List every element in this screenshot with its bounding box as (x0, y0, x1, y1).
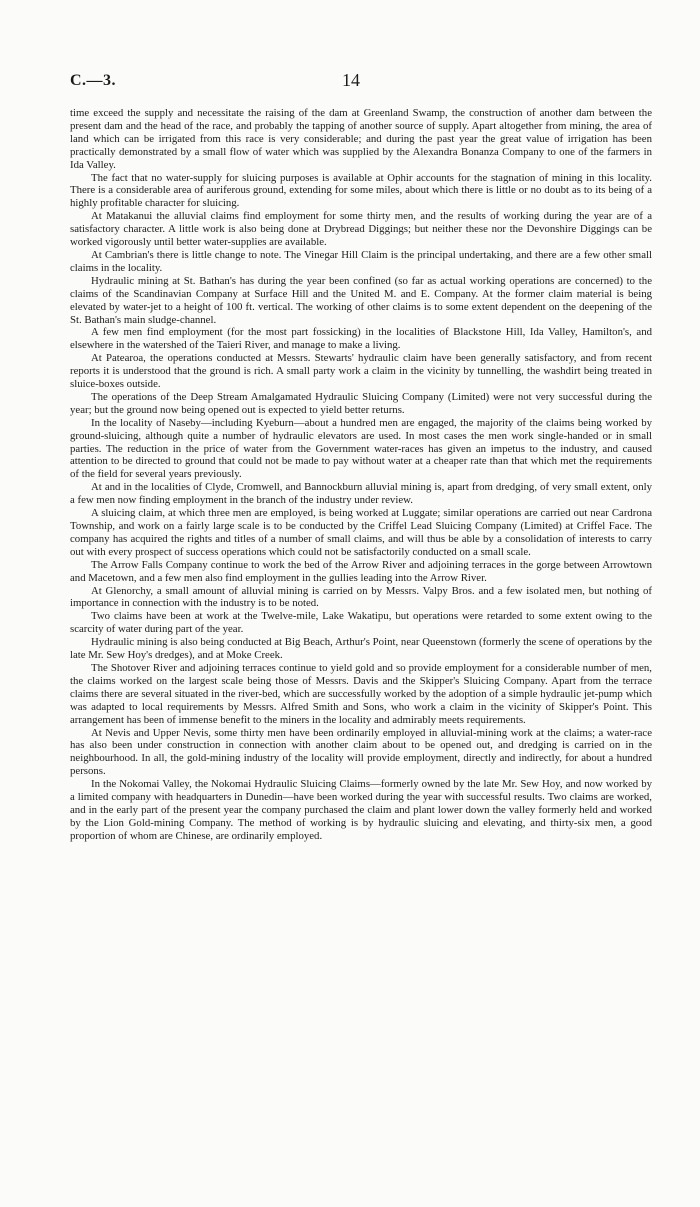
paragraph: At Nevis and Upper Nevis, some thirty men have been ordinarily employed in alluvial-mining work at the claims; a water-race has also been under construction in connection with another claim about to be opened out, and dredging is carried on in the neighbourhood. In all, the gold-mining industry of the locality will provide employment, directly and indirectly, for about a hundred persons. (70, 726, 652, 778)
paragraph: The fact that no water-supply for sluicing purposes is available at Ophir accounts for the stagnation of mining in this locality. There is a considerable area of auriferous ground, extending for some miles, about which there is little or no doubt as to its being of a highly profitable character for sluicing. (70, 171, 652, 210)
paragraph: Two claims have been at work at the Twelve-mile, Lake Wakatipu, but operations were retarded to some extent owing to the scarcity of water during part of the year. (70, 610, 652, 636)
paragraph: A sluicing claim, at which three men are employed, is being worked at Luggate; similar operations are carried out near Cardrona Township, and work on a fairly large scale is to be conducted by the Criffel Lead Sluicing Company (Limited) at Criffel Face. The company has acquired the rights and titles of a number of small claims, and will thus be able by a consolidation of interests to carry out with every prospect of success operations which could not be satisfactorily conducted on a small scale. (70, 507, 652, 558)
paragraph: The Shotover River and adjoining terraces continue to yield gold and so provide employment for a considerable number of men, the claims worked on the largest scale being those of Messrs. Davis and the Skipper's Sluicing Company. Apart from the terrace claims there are several situated in the river-bed, which are successfully worked by the adoption of a simple hydraulic jet-pump which was adapted to local requirements by Messrs. Alfred Smith and Sons, who work a claim in the vicinity of Skipper's Point. This arrangement has been of immense benefit to the miners in the locality and admirably meets requirements. (70, 661, 652, 726)
paragraph: Hydraulic mining at St. Bathan's has during the year been confined (so far as actual working operations are concerned) to the claims of the Scandinavian Company at Surface Hill and the United M. and E. Company. At the former claim material is being elevated by water-jet to a height of 100 ft. vertical. The working of other claims is to some extent dependent on the deepening of the St. Bathan's main sludge-channel. (70, 274, 652, 326)
page-number: 14 (342, 70, 360, 90)
paragraph: At Cambrian's there is little change to note. The Vinegar Hill Claim is the principal undertaking, and there are a few other small claims in the locality. (70, 248, 652, 274)
paragraph: Hydraulic mining is also being conducted at Big Beach, Arthur's Point, near Queenstown (formerly the scene of operations by the late Mr. Sew Hoy's dredges), and at Moke Creek. (70, 636, 652, 662)
paragraph: At Matakanui the alluvial claims find employment for some thirty men, and the results of working during the year are of a satisfactory character. A little work is also being done at Drybread Diggings; but neither these nor the Devonshire Diggings can be worked vigorously until better water-supplies are available. (70, 210, 652, 249)
paragraph: The operations of the Deep Stream Amalgamated Hydraulic Sluicing Company (Limited) were not very successful during the year; but the ground now being opened out is expected to yield better returns. (70, 390, 652, 416)
page-header (70, 72, 652, 96)
paragraph: At and in the localities of Clyde, Cromwell, and Bannockburn alluvial mining is, apart from dredging, of very small extent, only a few men now finding employment in the branch of the industry under review. (70, 481, 652, 507)
paragraph: The Arrow Falls Company continue to work the bed of the Arrow River and adjoining terraces in the gorge between Arrowtown and Macetown, and a few men also find employment in the gullies leading into the Arrow River. (70, 558, 652, 584)
paragraph: In the Nokomai Valley, the Nokomai Hydraulic Sluicing Claims—formerly owned by the late Mr. Sew Hoy, and now worked by a limited company with headquarters in Dunedin—have been worked during the year with successful results. Two claims are worked, and in the early part of the present year the company purchased the claim and plant lower down the valley formerly held and worked by the Lion Gold-mining Company. The method of working is by hydraulic sluicing and elevating, and thirty-six men, a good proportion of whom are Chinese, are ordinarily employed. (70, 778, 652, 842)
paragraph: In the locality of Naseby—including Kyeburn—about a hundred men are engaged, the majority of the claims being worked by ground-sluicing, although quite a number of hydraulic elevators are used. In most cases the men work single-handed or in small parties. The reduction in the price of water from the Government water-races has given an impetus to the industry, and caused attention to be directed to ground that could not be made to pay without water at a cheaper rate than that which met the requirements of the field for several years previously. (70, 416, 652, 481)
body-text (70, 107, 652, 843)
document-reference: C.—3. (70, 72, 117, 89)
paragraph: At Glenorchy, a small amount of alluvial mining is carried on by Messrs. Valpy Bros. and a few isolated men, but nothing of importance in connection with the industry is to be noted. (70, 584, 652, 610)
paragraph: A few men find employment (for the most part fossicking) in the localities of Blackstone Hill, Ida Valley, Hamilton's, and elsewhere in the watershed of the Taieri River, and manage to make a living. (70, 326, 652, 352)
paragraph: time exceed the supply and necessitate the raising of the dam at Greenland Swamp, the construction of another dam between the present dam and the head of the race, and probably the tapping of another source of supply. Apart altogether from mining, the area of land which can be irrigated from this race is very considerable; and during the past year the great value of irrigation has been practically demonstrated by a small flow of water which was supplied by the Alexandra Bonanza Company to one of the farmers in Ida Valley. (70, 107, 652, 171)
paragraph: At Patearoa, the operations conducted at Messrs. Stewarts' hydraulic claim have been generally satisfactory, and from recent reports it is understood that the ground is rich. A small party work a claim in the vicinity by tunnelling, the washdirt being treated in sluice-boxes outside. (70, 352, 652, 391)
